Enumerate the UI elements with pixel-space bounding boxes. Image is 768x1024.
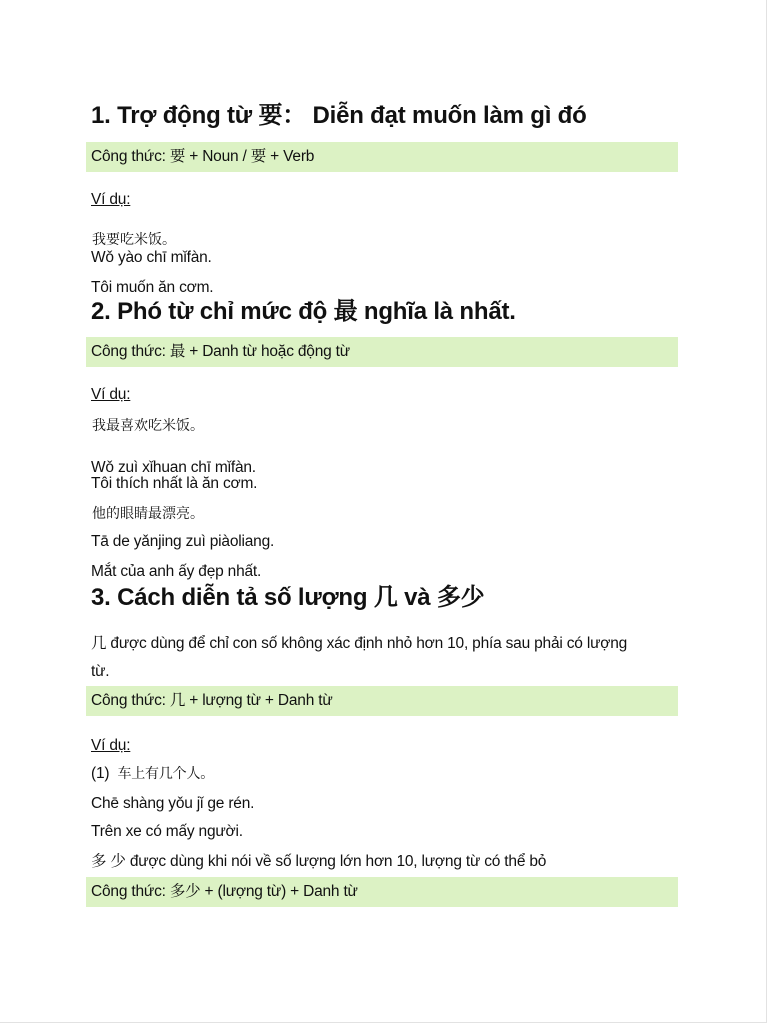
section3-formula2: Công thức: 多少 + (lượng từ) + Danh từ — [86, 877, 678, 907]
section2-formula: Công thức: 最 + Danh từ hoặc động từ — [86, 337, 678, 367]
section3-example-meaning: Trên xe có mấy người. — [91, 823, 243, 840]
section1-formula: Công thức: 要 + Noun / 要 + Verb — [86, 142, 678, 172]
section2-example-label: Ví dụ: — [91, 386, 131, 403]
section3-description-line2: từ. — [91, 663, 110, 680]
section3-example-label: Ví dụ: — [91, 737, 131, 754]
section3-example-row — [91, 764, 214, 784]
section3-formula1: Công thức: 几 + lượng từ + Danh từ — [86, 686, 678, 716]
section1-example-chinese: 我要吃米饭。 — [92, 232, 176, 248]
section3-example-pinyin: Chē shàng yǒu jǐ ge rén. — [91, 795, 255, 812]
section2-example2-chinese: 他的眼睛最漂亮。 — [92, 506, 204, 522]
section1-example-label: Ví dụ: — [91, 191, 131, 208]
section2-example1-chinese: 我最喜欢吃米饭。 — [92, 418, 204, 434]
section3-heading: 3. Cách diễn tả số lượng 几 và 多少 — [91, 584, 485, 611]
section2-example1-pinyin: Wǒ zuì xǐhuan chī mǐfàn. — [91, 459, 256, 476]
section3-duoshao-line: 多 少 được dùng khi nói về số lượng lớn hơn 10, lượng từ có thể bỏ — [91, 853, 547, 870]
section1-example-meaning: Tôi muốn ăn cơm. — [91, 279, 214, 296]
section2-example1-meaning: Tôi thích nhất là ăn cơm. — [91, 475, 258, 492]
section2-example2-meaning: Mắt của anh ấy đẹp nhất. — [91, 563, 262, 580]
section1-example-pinyin: Wǒ yào chī mǐfàn. — [91, 249, 212, 266]
section3-example-chinese: 车上有几个人。 — [117, 766, 215, 782]
section1-heading: 1. Trợ động từ 要： Diễn đạt muốn làm gì đó — [91, 102, 587, 129]
section2-example2-pinyin: Tā de yǎnjing zuì piàoliang. — [91, 533, 275, 550]
section3-example-number: (1) — [91, 765, 110, 782]
section3-description-line1: 几 được dùng để chỉ con số không xác định nhỏ hơn 10, phía sau phải có lượng — [91, 635, 628, 652]
section2-heading: 2. Phó từ chỉ mức độ 最 nghĩa là nhất. — [91, 298, 516, 325]
